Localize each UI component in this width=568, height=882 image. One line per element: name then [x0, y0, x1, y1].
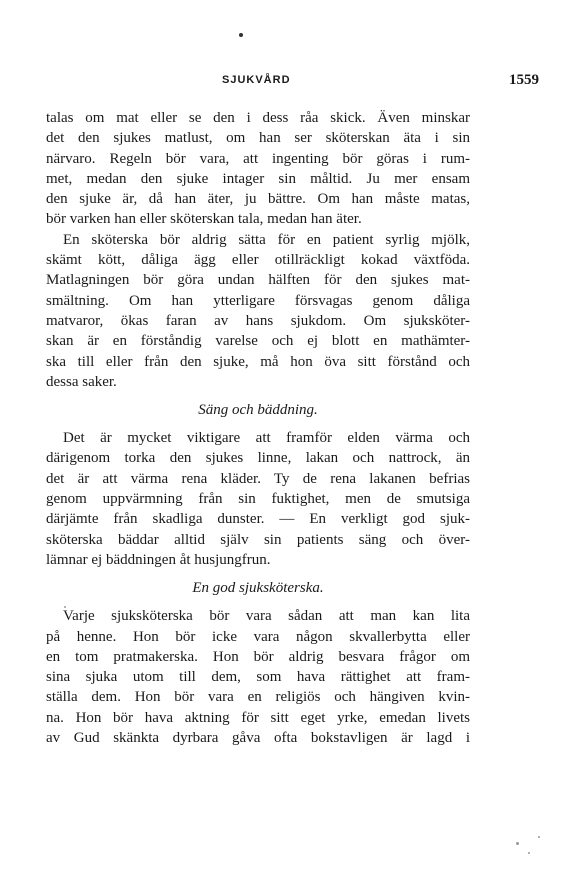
print-speck [528, 852, 530, 854]
print-speck [538, 836, 540, 838]
text-line: genom uppvärmning från sin fuktighet, men de smutsiga [46, 491, 470, 508]
text-line: En sköterska bör aldrig sätta för en patient syrlig mjölk, [63, 231, 470, 248]
running-head: SJUKVÅRD [222, 74, 291, 86]
text-line: Matlagningen bör göra undan hälften för den sjukes mat- [46, 272, 470, 289]
print-speck [239, 33, 243, 37]
text-line: Det är mycket viktigare att framför elden värma och [63, 430, 470, 447]
text-line: smältning. Om han ytterligare försvagas genom dåliga [46, 292, 470, 309]
section-heading: Säng och bäddning. [198, 402, 318, 419]
text-line: närvaro. Regeln bör vara, att ingenting bör göras i rum- [46, 150, 470, 167]
section-heading: En god sjuksköterska. [192, 580, 324, 597]
text-line: talas om mat eller se den i dess råa skick. Även minskar [46, 110, 470, 126]
text-line: en tom pratmakerska. Hon bör aldrig besvara frågor om [46, 648, 470, 665]
text-line: därjämte från skadliga dunster. — En verkligt god sjuk- [46, 511, 470, 528]
page-number: 1559 [509, 72, 539, 88]
print-speck [516, 842, 519, 845]
text-line: dessa saker. [46, 373, 117, 390]
text-line: lämnar ej bäddningen åt husjungfrun. [46, 551, 271, 568]
text-line: na. Hon bör hava aktning för sitt eget yrke, emedan livets [46, 709, 470, 726]
text-line: matvaror, ökas faran av hans sjukdom. Om sjuksköter- [46, 312, 470, 329]
print-speck [64, 606, 66, 608]
text-line: Varje sjuksköterska bör vara sådan att man kan lita [63, 608, 470, 625]
text-line: ska till eller från den sjuke, må hon öva sitt förstånd och [46, 353, 470, 370]
body-text [46, 108, 470, 748]
text-line: sina sjuka utom till dem, som hava rättighet att fram- [46, 669, 470, 686]
text-line: bör varken han eller sköterskan tala, medan han äter. [46, 211, 362, 228]
text-line: skan är en förståndig varelse och ej blott en mathämter- [46, 333, 470, 350]
text-line: skämt kött, dåliga ägg eller otillräckligt kokad växtföda. [46, 252, 470, 269]
text-line: ställa dem. Hon bör vara en religiös och hängiven kvin- [46, 689, 470, 706]
text-line: sköterska bäddar alltid själv sin patients säng och över- [46, 531, 470, 548]
text-line: på henne. Hon bör icke vara någon skvallerbytta eller [46, 628, 470, 645]
text-line: met, medan den sjuke intager sin måltid. Ju mer ensam [46, 170, 470, 187]
text-line: det den sjukes matlust, om han ser sköterskan äta i sin [46, 130, 470, 147]
text-line: därigenom torka den sjukes linne, lakan och nattrock, än [46, 450, 470, 467]
text-line: den sjuke är, då han äter, ju bättre. Om han måste matas, [46, 191, 470, 208]
text-line: det är att värma rena kläder. Ty de rena lakanen befrias [46, 470, 470, 487]
text-line: av Gud skänkta dyrbara gåva ofta bokstavligen är lagd i [46, 730, 470, 747]
page-header [0, 74, 568, 92]
